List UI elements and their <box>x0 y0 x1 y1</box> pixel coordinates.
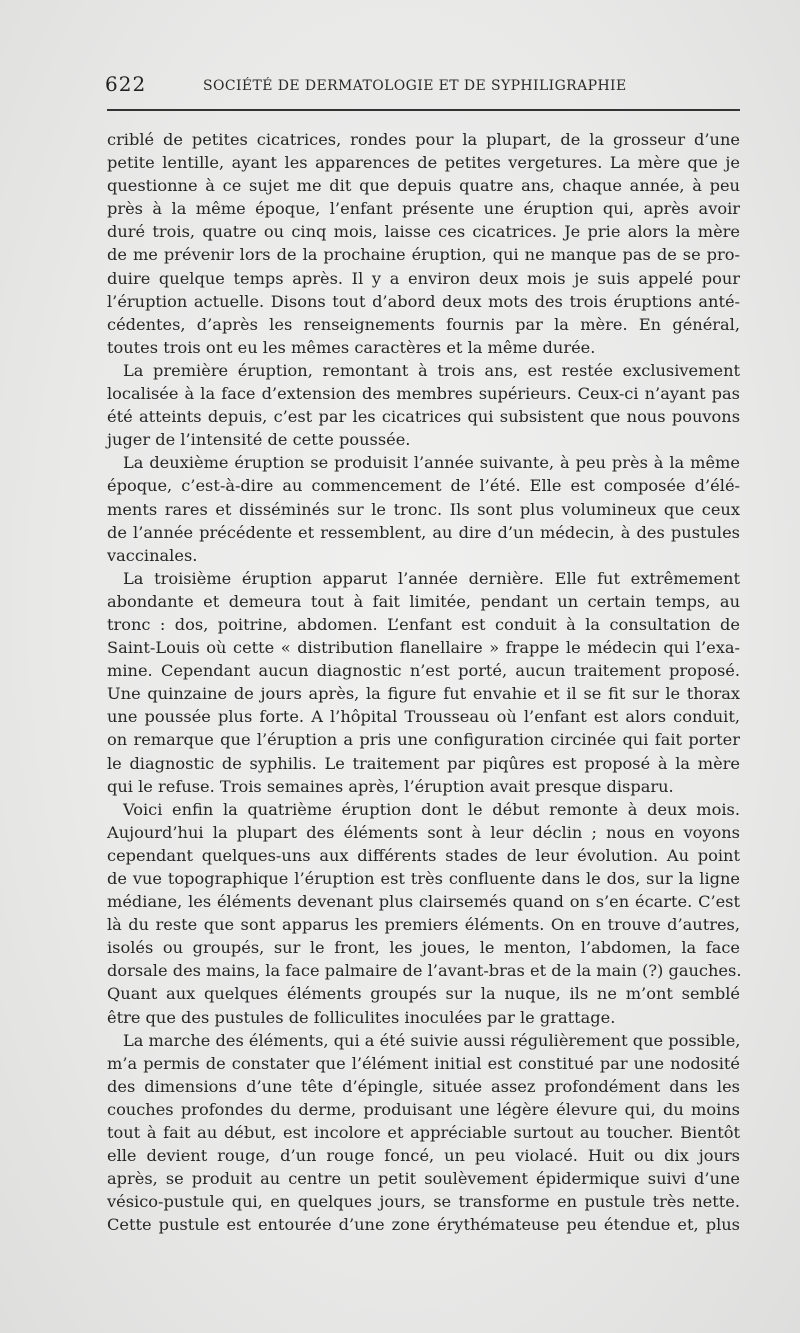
text-line: vaccinales. <box>107 545 198 565</box>
text-line: de me prévenir lors de la prochaine éruption, qui ne manque pas de se pro- <box>107 245 740 265</box>
text-line: couches profondes du derme, produisant une légère élevure qui, du moins <box>107 1099 740 1119</box>
text-line: Saint-Louis où cette « distribution flanellaire » frappe le médecin qui l’exa- <box>107 638 740 658</box>
text-line: été atteints depuis, c’est par les cicatrices qui subsistent que nous pouvons <box>107 407 740 427</box>
text-line: une poussée plus forte. A l’hôpital Trousseau où l’enfant est alors conduit, <box>107 707 740 727</box>
text-line: le diagnostic de syphilis. Le traitement par piqûres est proposé à la mère <box>107 753 740 773</box>
text-line: cédentes, d’après les renseignements fournis par la mère. En général, <box>107 314 740 334</box>
text-line: Cette pustule est entourée d’une zone érythémateuse peu étendue et, plus <box>107 1215 740 1235</box>
text-line: juger de l’intensité de cette poussée. <box>107 430 411 450</box>
text-line: là du reste que sont apparus les premiers éléments. On en trouve d’autres, <box>107 915 740 935</box>
text-line: Quant aux quelques éléments groupés sur la nuque, ils ne m’ont semblé <box>107 984 740 1004</box>
text-line: près à la même époque, l’enfant présente une éruption qui, après avoir <box>107 199 740 219</box>
body-text <box>107 128 740 1237</box>
text-line: tout à fait au début, est incolore et appréciable surtout au toucher. Bientôt <box>107 1123 740 1143</box>
text-line: dorsale des mains, la face palmaire de l’avant-bras et de la main (?) gauches. <box>107 961 742 981</box>
text-line: époque, c’est-à-dire au commencement de l’été. Elle est composée d’élé- <box>107 476 740 496</box>
header-rule <box>107 109 740 111</box>
text-line: après, se produit au centre un petit soulèvement épidermique suivi d’une <box>107 1169 740 1189</box>
text-line: duré trois, quatre ou cinq mois, laisse ces cicatrices. Je prie alors la mère <box>107 222 740 242</box>
page-number: 622 <box>105 72 147 96</box>
text-line: vésico-pustule qui, en quelques jours, se transforme en pustule très nette. <box>107 1192 740 1212</box>
text-line: cependant quelques-uns aux différents stades de leur évolution. Au point <box>107 845 740 865</box>
text-line: ments rares et disséminés sur le tronc. Ils sont plus volumineux que ceux <box>107 499 740 519</box>
text-line: questionne à ce sujet me dit que depuis quatre ans, chaque année, à peu <box>107 176 740 196</box>
text-line: La première éruption, remontant à trois ans, est restée exclusivement <box>123 360 740 380</box>
text-line: on remarque que l’éruption a pris une configuration circinée qui fait porter <box>107 730 740 750</box>
text-line: de vue topographique l’éruption est très confluente dans le dos, sur la ligne <box>107 869 740 888</box>
text-line: être que des pustules de folliculites inoculées par le grattage. <box>107 1007 616 1027</box>
text-line: duire quelque temps après. Il y a environ deux mois je suis appelé pour <box>107 268 740 288</box>
text-line: Aujourd’hui la plupart des éléments sont à leur déclin ; nous en voyons <box>107 822 740 842</box>
text-line: l’éruption actuelle. Disons tout d’abord deux mots des trois éruptions anté- <box>107 291 740 311</box>
text-line: localisée à la face d’extension des membres supérieurs. Ceux-ci n’ayant pas <box>107 384 740 404</box>
text-line: elle devient rouge, d’un rouge foncé, un peu violacé. Huit ou dix jours <box>107 1146 740 1166</box>
page-header <box>105 72 740 102</box>
text-line: des dimensions d’une tête d’épingle, située assez profondément dans les <box>107 1076 740 1096</box>
text-line: médiane, les éléments devenant plus clairsemés quand on s’en écarte. C’est <box>107 892 740 912</box>
text-line: isolés ou groupés, sur le front, les joues, le menton, l’abdomen, la face <box>107 938 740 958</box>
text-line: La troisième éruption apparut l’année dernière. Elle fut extrêmement <box>123 568 740 588</box>
text-line: La deuxième éruption se produisit l’année suivante, à peu près à la même <box>123 453 740 473</box>
text-line: La marche des éléments, qui a été suivie aussi régulièrement que possible, <box>123 1030 741 1050</box>
text-line: toutes trois ont eu les mêmes caractères et la même durée. <box>107 337 596 357</box>
text-line: Voici enfin la quatrième éruption dont le début remonte à deux mois. <box>123 799 740 819</box>
text-line: tronc : dos, poitrine, abdomen. L’enfant est conduit à la consultation de <box>107 614 740 634</box>
text-line: de l’année précédente et ressemblent, au dire d’un médecin, à des pustules <box>107 522 740 542</box>
text-line: qui le refuse. Trois semaines après, l’éruption avait presque disparu. <box>107 776 674 796</box>
text-line: mine. Cependant aucun diagnostic n’est porté, aucun traitement proposé. <box>107 661 740 681</box>
running-title: SOCIÉTÉ DE DERMATOLOGIE ET DE SYPHILIGRAPHIE <box>203 78 627 94</box>
text-line: abondante et demeura tout à fait limitée, pendant un certain temps, au <box>107 591 740 611</box>
text-line: Une quinzaine de jours après, la figure fut envahie et il se fit sur le thorax <box>107 684 740 704</box>
text-line: m’a permis de constater que l’élément initial est constitué par une nodosité <box>107 1053 740 1073</box>
text-line: criblé de petites cicatrices, rondes pour la plupart, de la grosseur d’une <box>107 130 740 149</box>
text-line: petite lentille, ayant les apparences de petites vergetures. La mère que je <box>107 153 740 173</box>
